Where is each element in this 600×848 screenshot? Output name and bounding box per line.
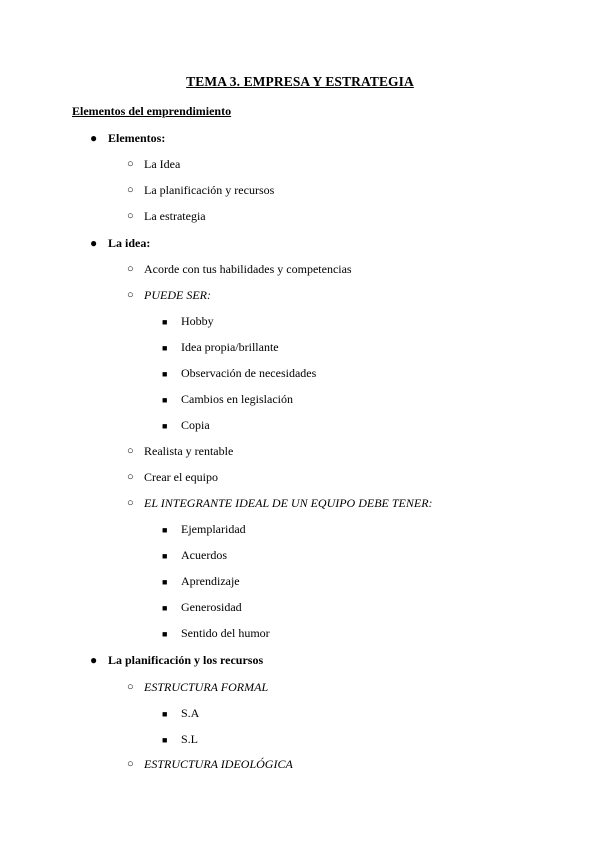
list-item: Aprendizaje [181, 574, 240, 588]
list-item: Hobby [181, 314, 214, 328]
bullet-marker: ■ [162, 709, 168, 719]
bullet-marker: ■ [162, 577, 168, 587]
list-item: Generosidad [181, 600, 242, 614]
list-item: La estrategia [144, 209, 206, 223]
bullet-marker: ○ [127, 497, 134, 509]
bullet-marker: ● [90, 236, 98, 250]
list-item: Acuerdos [181, 548, 227, 562]
list-item: Realista y rentable [144, 444, 234, 458]
bullet-marker: ■ [162, 395, 168, 405]
bullet-marker: ■ [162, 551, 168, 561]
bullet-marker: ○ [127, 184, 134, 196]
list-item: La Idea [144, 157, 181, 171]
list-item-estructura-ideologica: ESTRUCTURA IDEOLÓGICA [144, 757, 293, 771]
list-item: Sentido del humor [181, 626, 270, 640]
list-item-elementos: Elementos: [108, 131, 166, 145]
list-item-puede-ser: PUEDE SER: [144, 288, 211, 302]
bullet-marker: ○ [127, 445, 134, 457]
bullet-marker: ■ [162, 317, 168, 327]
list-item-estructura-formal: ESTRUCTURA FORMAL [144, 680, 269, 694]
list-item: Acorde con tus habilidades y competencias [144, 262, 352, 276]
bullet-marker: ■ [162, 343, 168, 353]
bullet-marker: ○ [127, 158, 134, 170]
bullet-marker: ■ [162, 525, 168, 535]
bullet-marker: ○ [127, 758, 134, 770]
document-title: TEMA 3. EMPRESA Y ESTRATEGIA [186, 74, 414, 89]
list-item: Crear el equipo [144, 470, 218, 484]
list-item: Observación de necesidades [181, 366, 317, 380]
list-item: S.L [181, 732, 199, 746]
list-item: Cambios en legislación [181, 392, 293, 406]
list-item: Ejemplaridad [181, 522, 246, 536]
list-item: La planificación y recursos [144, 183, 275, 197]
bullet-marker: ■ [162, 629, 168, 639]
bullet-marker: ○ [127, 681, 134, 693]
list-item: S.A [181, 706, 200, 720]
bullet-marker: ○ [127, 289, 134, 301]
list-item: Copia [181, 418, 210, 432]
bullet-marker: ○ [127, 471, 134, 483]
bullet-marker: ■ [162, 735, 168, 745]
section-heading: Elementos del emprendimiento [72, 104, 232, 118]
bullet-marker: ■ [162, 603, 168, 613]
bullet-marker: ● [90, 653, 98, 667]
bullet-marker: ○ [127, 210, 134, 222]
list-item: Idea propia/brillante [181, 340, 279, 354]
list-item-integrante: EL INTEGRANTE IDEAL DE UN EQUIPO DEBE TENER: [144, 496, 433, 510]
bullet-marker: ● [90, 131, 98, 145]
list-item-planificacion: La planificación y los recursos [108, 653, 264, 667]
bullet-marker: ■ [162, 421, 168, 431]
bullet-marker: ○ [127, 263, 134, 275]
list-item-la-idea: La idea: [108, 236, 151, 250]
bullet-marker: ■ [162, 369, 168, 379]
